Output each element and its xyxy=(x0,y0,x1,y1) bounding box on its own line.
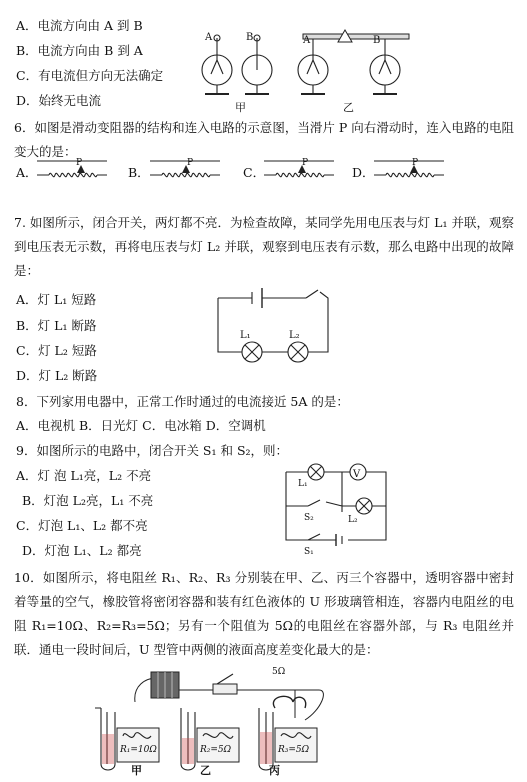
rheostat-c xyxy=(264,161,334,177)
q7-stem: 7. 如图所示，闭合开关，两灯都不亮．为检查故障，某同学先用电压表与灯 L₁ 并联，观察到电压表无示数，再将电压表与灯 L₂ 并联，观察到电压表有示数，那么电路中出现的故障是： xyxy=(14,215,514,278)
q9-option-c: C．灯泡 L₁、L₂ 都不亮 xyxy=(16,518,148,533)
q9-voltmeter-label: V xyxy=(353,469,361,480)
q5-option-d: D．始终无电流 xyxy=(16,93,102,108)
q7-option-a: A．灯 L₁ 短路 xyxy=(16,292,97,307)
q5-option-c: C．有电流但方向无法确定 xyxy=(16,68,164,83)
q10-r1-label: R₁=10Ω xyxy=(120,745,157,755)
q6-stem: 6．如图是滑动变阻器的结构和连入电路的示意图，当滑片 P 向右滑动时，连入电路的电阻变大的是： xyxy=(14,120,514,159)
q10-stem: 10．如图所示，将电阻丝 R₁、R₂、R₃ 分别装在甲、乙、丙三个容器中，透明容器中密封着等量的空气，橡胶管将密闭容器和装有红色液体的 U 形玻璃管相连，容器内电阻丝的电阻 R₁=10Ω、R₂=R₃=5Ω；另有一个阻值为 5Ω的电阻丝在容器外部，与 R₃ 电阻丝并联．通电一段时间后，U 型管中两侧的液面高度差变化最大的是： xyxy=(14,570,514,657)
q9-circuit xyxy=(286,462,386,546)
q9-s1-label: S₁ xyxy=(304,547,314,557)
label-a-yi: A xyxy=(303,35,311,46)
q6-option-a: A． xyxy=(16,165,38,180)
rheostat-d xyxy=(374,161,444,177)
label-a-jia: A xyxy=(205,32,213,43)
q10-apparatus xyxy=(95,672,415,774)
q9-option-b: B．灯泡 L₂亮，L₁ 不亮 xyxy=(22,493,154,508)
q6-slider-label-c: P xyxy=(302,158,309,168)
q9-stem: 9．如图所示的电路中，闭合开关 S₁ 和 S₂，则： xyxy=(16,443,289,458)
q6-slider-label-d: P xyxy=(412,158,419,168)
q6-slider-label-a: P xyxy=(76,158,83,168)
q6-option-c: C． xyxy=(243,165,266,180)
label-b-yi: B xyxy=(373,35,381,46)
q10-r2-label: R₂=5Ω xyxy=(200,745,232,755)
q10-r3-label: R₃=5Ω xyxy=(278,745,310,755)
q6-option-d: D． xyxy=(352,165,375,180)
q8-options: A．电视机 B．日光灯 C．电冰箱 D．空调机 xyxy=(16,418,266,433)
q7-lamp2-label: L₂ xyxy=(289,330,300,341)
q7-option-b: B．灯 L₁ 断路 xyxy=(16,318,97,333)
q9-option-d: D．灯泡 L₁、L₂ 都亮 xyxy=(22,543,142,558)
q5-option-a: A．电流方向由 A 到 B xyxy=(16,18,143,33)
q9-s2-label: S₂ xyxy=(304,513,314,523)
rheostat-b xyxy=(150,161,220,177)
q6-option-b: B． xyxy=(128,165,150,180)
electroscope-pair-yi xyxy=(298,30,409,94)
q7-option-d: D．灯 L₂ 断路 xyxy=(16,368,98,383)
rheostat-a xyxy=(37,161,107,177)
q7-circuit xyxy=(218,290,328,360)
q9-l2-label: L₂ xyxy=(348,515,358,525)
q10-yi-label: 乙 xyxy=(200,764,211,777)
q7-lamp1-label: L₁ xyxy=(240,330,251,341)
q10-ext-resistor-label: 5Ω xyxy=(272,667,286,677)
q9-l1-label: L₁ xyxy=(298,479,308,489)
q7-option-c: C．灯 L₂ 短路 xyxy=(16,343,97,358)
q9-option-a: A．灯 泡 L₁亮，L₂ 不亮 xyxy=(16,468,152,483)
q5-option-b: B．电流方向由 B 到 A xyxy=(16,43,143,58)
label-jia: 甲 xyxy=(235,101,246,114)
q10-bing-label: 丙 xyxy=(269,764,280,777)
q8-stem: 8．下列家用电器中，正常工作时通过的电流接近 5A 的是： xyxy=(16,394,349,409)
q10-jia-label: 甲 xyxy=(131,764,142,777)
label-yi: 乙 xyxy=(343,101,354,114)
q6-slider-label-b: P xyxy=(187,158,194,168)
label-b-jia: B xyxy=(246,32,254,43)
